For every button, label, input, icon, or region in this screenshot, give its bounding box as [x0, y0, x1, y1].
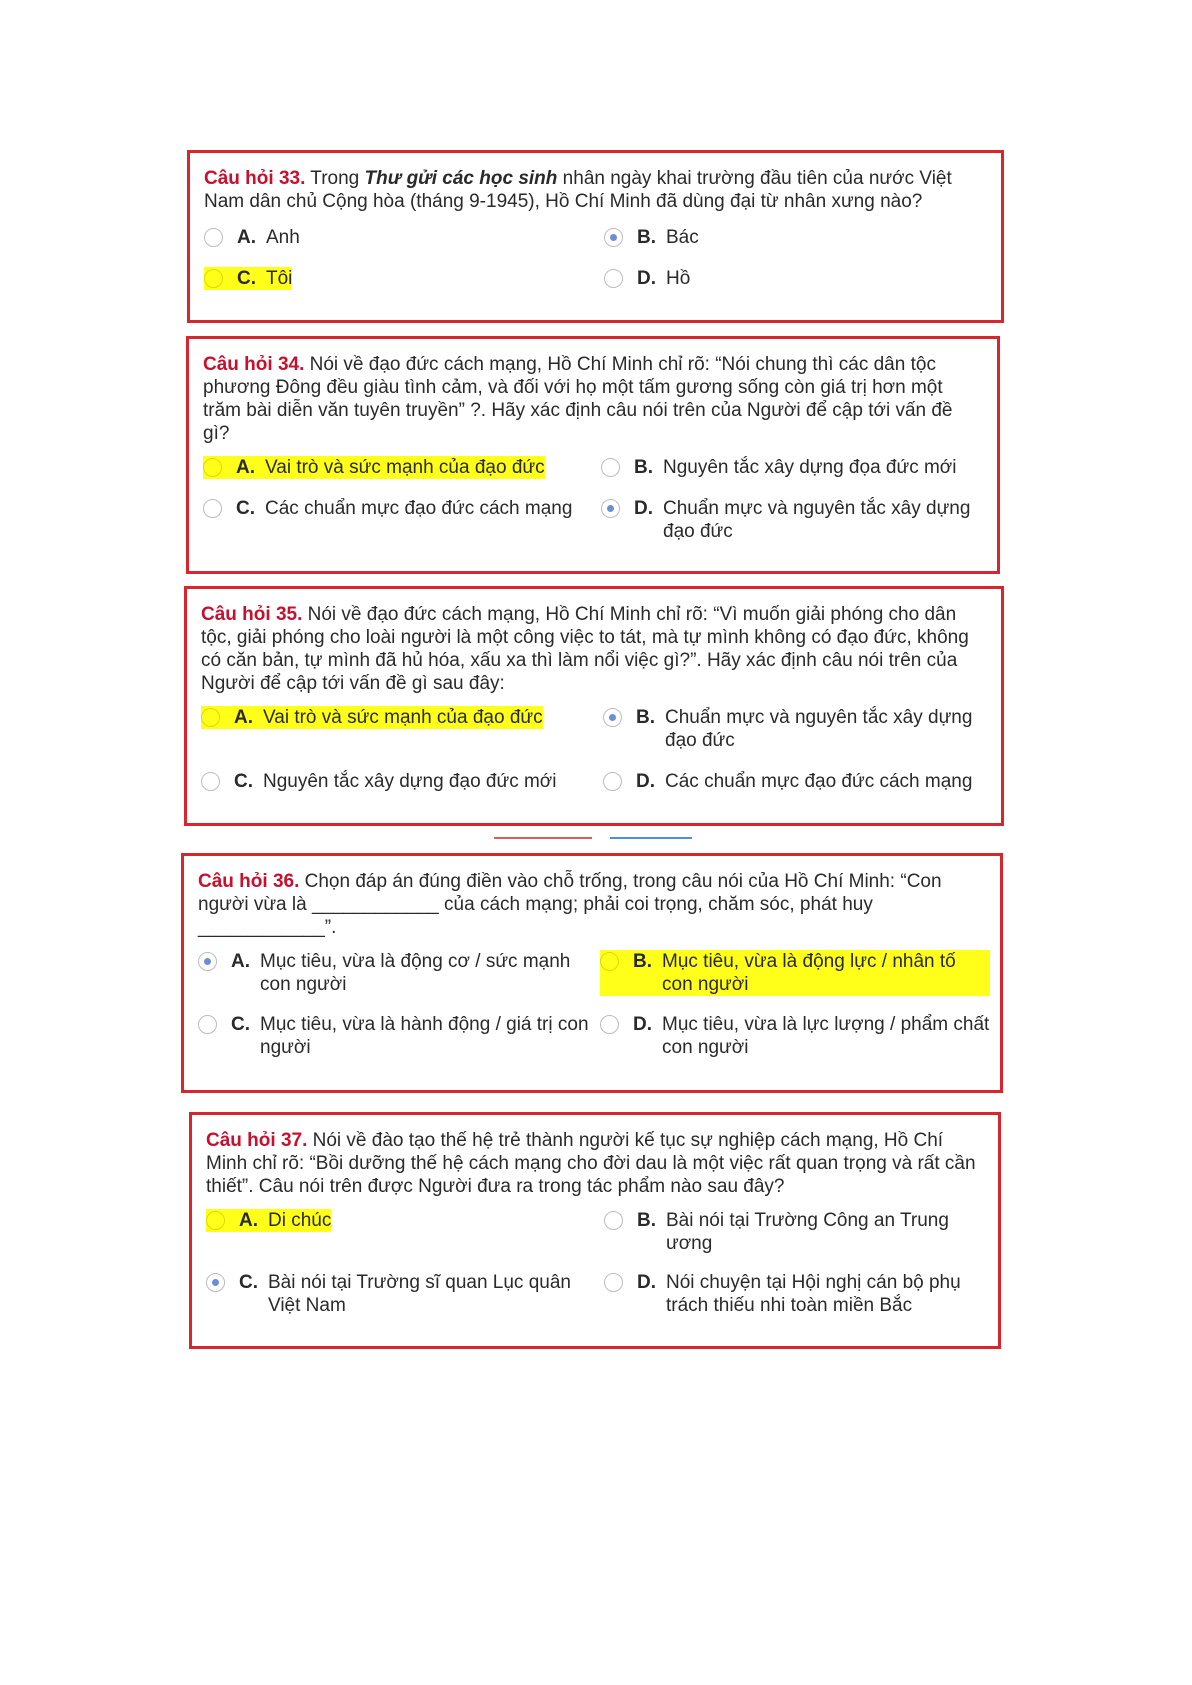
option-c[interactable]: C. Bài nói tại Trường sĩ quan Lục quân Việt Nam — [206, 1271, 594, 1317]
radio-button[interactable] — [204, 228, 223, 247]
radio-button-selected[interactable] — [198, 952, 217, 971]
radio-button[interactable] — [601, 458, 620, 477]
question-label: Câu hỏi 34. — [203, 354, 305, 375]
question-card-37 — [189, 1112, 1001, 1349]
radio-button-selected[interactable] — [206, 1273, 225, 1292]
option-a-correct[interactable]: A. Vai trò và sức mạnh của đạo đức — [201, 706, 543, 729]
option-c[interactable]: C. Mục tiêu, vừa là hành động / giá trị con người — [198, 1013, 590, 1059]
radio-button[interactable] — [604, 1273, 623, 1292]
option-d[interactable]: D. Hồ — [604, 267, 984, 290]
question-label: Câu hỏi 37. — [206, 1130, 308, 1151]
question-card-33 — [187, 150, 1004, 323]
radio-button[interactable] — [206, 1211, 225, 1230]
radio-button-selected[interactable] — [601, 499, 620, 518]
radio-button[interactable] — [204, 269, 223, 288]
question-card-35 — [184, 586, 1004, 826]
radio-button[interactable] — [600, 952, 619, 971]
option-d[interactable]: D. Nói chuyện tại Hội nghị cán bộ phụ trách thiếu nhi toàn miền Bắc — [604, 1271, 984, 1317]
radio-button[interactable] — [203, 499, 222, 518]
question-label: Câu hỏi 35. — [201, 604, 303, 625]
option-a-correct[interactable]: A. Di chúc — [206, 1209, 331, 1232]
question-text: Câu hỏi 35. Nói về đạo đức cách mạng, Hồ Chí Minh chỉ rõ: “Vì muốn giải phóng cho dân tộc, giải phóng cho loài người là một công việc to tát, mà tự mình không có đạo đức, không có căn bản, tự mình đã hủ hóa, xấu xa thì làm nổi việc gì?”. Hãy xác định câu nói trên của Người để cập tới vấn đề gì sau đây: — [201, 604, 969, 694]
option-b[interactable]: B. Bài nói tại Trường Công an Trung ương — [604, 1209, 984, 1255]
divider-blue — [610, 837, 692, 839]
question-text: Câu hỏi 33. Trong Thư gửi các học sinh nhân ngày khai trường đầu tiên của nước Việt Nam dân chủ Cộng hòa (tháng 9-1945), Hồ Chí Minh đã dùng đại từ nhân xưng nào? — [204, 168, 952, 212]
option-d[interactable]: D. Mục tiêu, vừa là lực lượng / phẩm chất con người — [600, 1013, 990, 1059]
divider-red — [494, 837, 592, 839]
option-c[interactable]: C. Các chuẩn mực đạo đức cách mạng — [203, 497, 595, 520]
option-a[interactable]: A. Mục tiêu, vừa là động cơ / sức mạnh con người — [198, 950, 590, 996]
question-label: Câu hỏi 33. — [204, 168, 306, 189]
radio-button[interactable] — [600, 1015, 619, 1034]
option-a[interactable]: A. Anh — [204, 226, 584, 249]
radio-button[interactable] — [198, 1015, 217, 1034]
radio-button[interactable] — [203, 458, 222, 477]
question-label: Câu hỏi 36. — [198, 871, 300, 892]
option-a-correct[interactable]: A. Vai trò và sức mạnh của đạo đức — [203, 456, 545, 479]
radio-button[interactable] — [201, 772, 220, 791]
radio-button[interactable] — [604, 1211, 623, 1230]
radio-button-selected[interactable] — [603, 708, 622, 727]
question-card-34 — [186, 336, 1000, 574]
radio-button[interactable] — [603, 772, 622, 791]
question-text: Câu hỏi 37. Nói về đào tạo thế hệ trẻ thành người kế tục sự nghiệp cách mạng, Hồ Chí Minh chỉ rõ: “Bồi dưỡng thế hệ cách mạng cho đời dau là một việc rất quan trọng và rất cần thiết”. Câu nói trên được Người đưa ra trong tác phẩm nào sau đây? — [206, 1130, 976, 1197]
option-b-correct[interactable]: B. Mục tiêu, vừa là động lực / nhân tố con người — [600, 950, 990, 996]
option-c-correct[interactable]: C. Tôi — [204, 267, 292, 290]
option-b[interactable]: B. Nguyên tắc xây dựng đọa đức mới — [601, 456, 989, 479]
radio-button[interactable] — [604, 269, 623, 288]
option-d[interactable]: D. Các chuẩn mực đạo đức cách mạng — [603, 770, 991, 793]
radio-button[interactable] — [201, 708, 220, 727]
option-d[interactable]: D. Chuẩn mực và nguyên tắc xây dựng đạo đức — [601, 497, 989, 543]
question-text: Câu hỏi 34. Nói về đạo đức cách mạng, Hồ Chí Minh chỉ rõ: “Nói chung thì các dân tộc phương Đông đều giàu tình cảm, và đối với họ một tấm gương sống còn giá trị hơn một trăm bài diễn văn tuyên truyền” ?. Hãy xác định câu nói trên của Người để cập tới vấn đề gì? — [203, 354, 953, 444]
option-b[interactable]: B. Bác — [604, 226, 984, 249]
option-c[interactable]: C. Nguyên tắc xây dựng đạo đức mới — [201, 770, 596, 793]
question-text: Câu hỏi 36. Chọn đáp án đúng điền vào chỗ trống, trong câu nói của Hồ Chí Minh: “Con người vừa là ____________ của cách mạng; phải coi trọng, chăm sóc, phát huy ____________”. — [198, 871, 942, 938]
question-card-36 — [181, 853, 1003, 1093]
radio-button-selected[interactable] — [604, 228, 623, 247]
option-b[interactable]: B. Chuẩn mực và nguyên tắc xây dựng đạo đức — [603, 706, 991, 752]
